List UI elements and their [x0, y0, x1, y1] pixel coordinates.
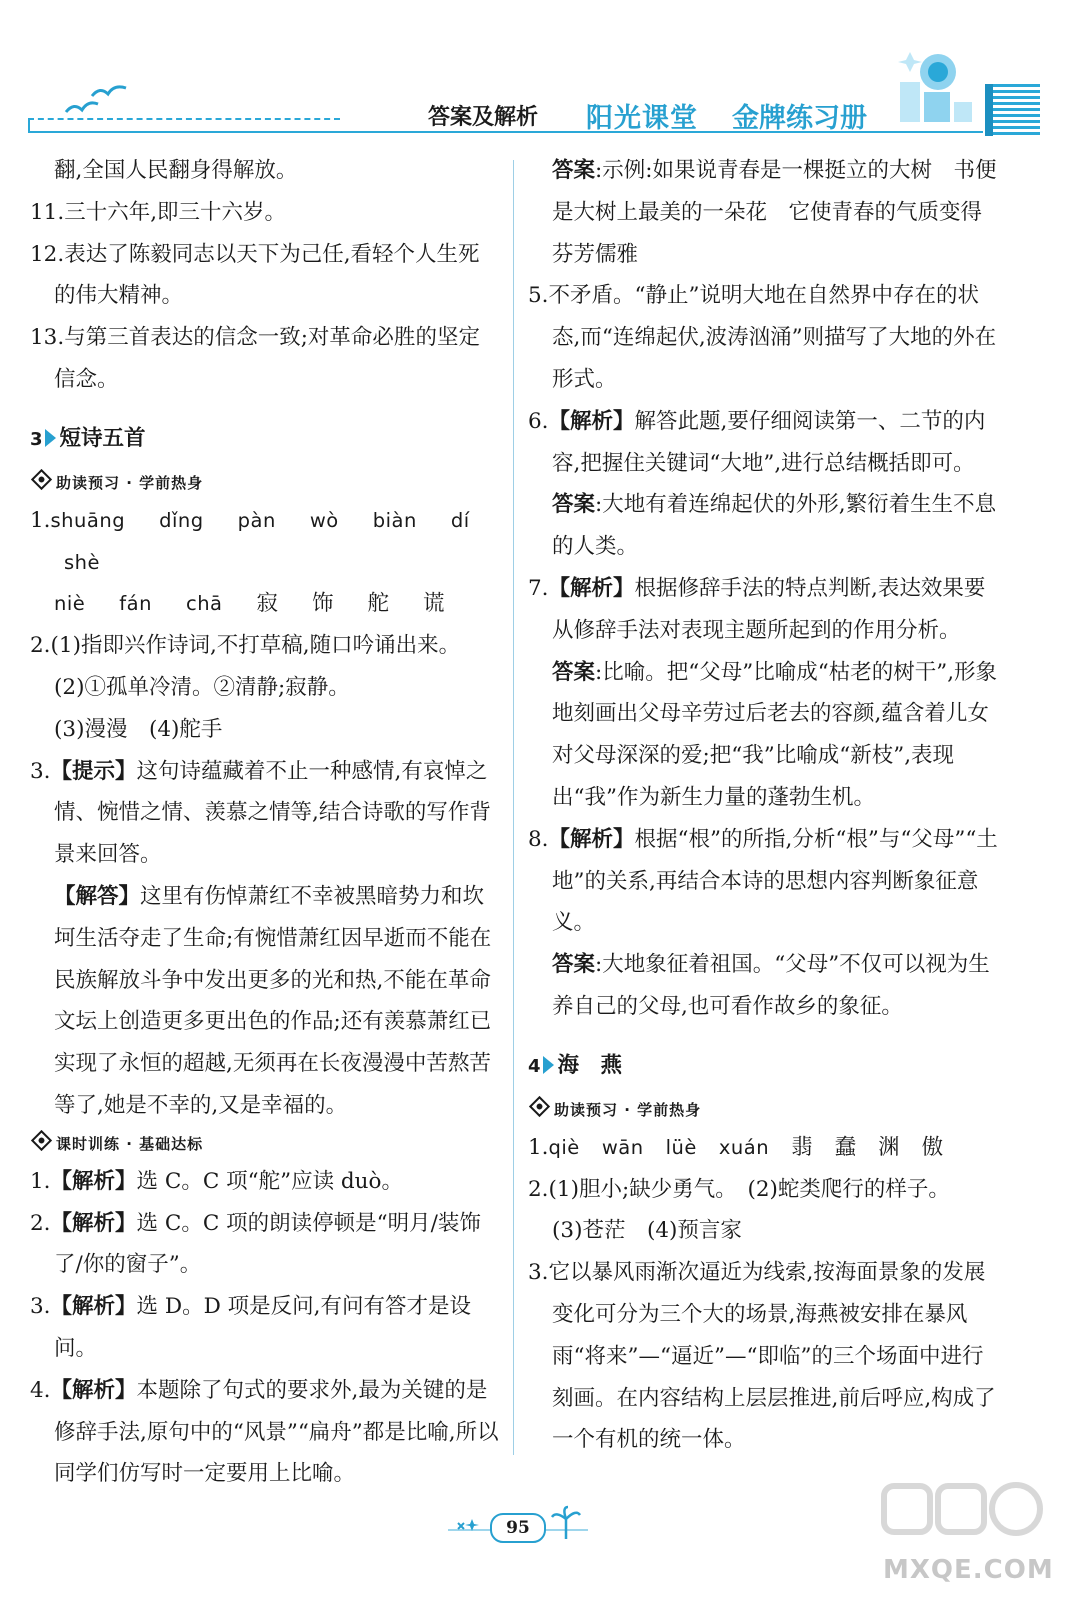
section-4-title [528, 1044, 1003, 1089]
answer-tag: 答案 [552, 952, 596, 978]
pinyin-item: qiè [548, 1135, 580, 1159]
text-line: 翻,全国人民翻身得解放。 [54, 158, 298, 183]
trophy-decoration-icon [880, 42, 980, 132]
page-number: 95 [490, 1513, 546, 1543]
training-1 [30, 1161, 500, 1203]
answer-7 [528, 568, 1003, 652]
analysis-tag: 【解析】 [548, 408, 635, 434]
answer-text: :大地象征着祖国。“父母”不仅可以视为生养自己的父母,也可看作故乡的象征。 [552, 952, 990, 1019]
birds-icon [64, 82, 134, 122]
answer-2a: 2.(1)指即兴作诗词,不打草稿,随口吟诵出来。 [30, 633, 461, 659]
analysis-text: 本题除了句式的要求外,最为关键的是修辞手法,原句中的“风景”“扁舟”都是比喻,所以同学们仿写时一定要用上比喻。 [54, 1377, 499, 1487]
item-number: 3. [30, 758, 51, 784]
subheading-training [30, 1127, 500, 1161]
section-title-text: 短诗五首 [59, 425, 146, 451]
char-item: 渊 [878, 1134, 900, 1160]
column-divider [513, 160, 514, 1455]
left-column [30, 150, 500, 1495]
item-number: 6. [528, 408, 549, 434]
answer-tag: 答案 [552, 659, 596, 685]
header-brand-sub: 金牌练习册 [732, 103, 867, 134]
item-number: 2. [30, 1210, 51, 1236]
analysis-tag: 【解析】 [50, 1377, 137, 1403]
section-number: 4 [528, 1055, 541, 1077]
char-item: 蠢 [834, 1134, 857, 1160]
answer-text: :比喻。把“父母”比喻成“枯老的树干”,形象地刻画出父母辛劳过后老去的容颜,蕴含着儿女对父母深深的爱;把“我”比喻成“新枝”,表现出“我”作为新生力量的蓬勃生机。 [552, 659, 998, 810]
answer-text: :大地有着连绵起伏的外形,繁衍着生生不息的人类。 [552, 492, 997, 560]
header-dashed-line [28, 118, 340, 132]
answer-6 [528, 401, 1003, 485]
char-item: 舵 [367, 591, 390, 617]
item-number: 7. [528, 575, 549, 601]
header-title: 答案及解析 [428, 105, 539, 130]
answer-5: 5.不矛盾。“静止”说明大地在自然界中存在的状态,而“连绵起伏,波涛汹涌”则描写了大地的外在形式。 [528, 283, 997, 392]
arrow-icon [543, 1056, 554, 1074]
hint-text: 这句诗蕴藏着不止一种感情,有哀悼之情、惋惜之情、羡慕之情等,结合诗歌的写作背景来回答。 [54, 758, 491, 868]
pinyin-item: shuāng [50, 508, 126, 532]
answer-4-example [528, 150, 1003, 275]
item-number: 4. [30, 1377, 51, 1403]
pinyin-answer-1 [30, 500, 500, 584]
answer-3-solution [30, 876, 500, 1127]
star-icon [454, 1515, 484, 1539]
section-number: 3 [30, 428, 43, 450]
analysis-text: 选 D。D 项是反问,有问有答才是设问。 [54, 1294, 472, 1361]
answer-2b: (2)①孤单冷清。②清静;寂静。 [54, 674, 350, 700]
analysis-text: 解答此题,要仔细阅读第一、二节的内容,把握住关键词“大地”,进行总结概括即可。 [552, 408, 986, 476]
answer-8 [528, 819, 1003, 944]
training-4 [30, 1370, 500, 1495]
analysis-tag: 【解析】 [548, 826, 635, 852]
subheading-text: 助读预习 · 学前热身 [554, 1100, 702, 1119]
answer-7-answer [528, 652, 1003, 819]
hint-tag: 【提示】 [50, 758, 137, 784]
pinyin-item: niè [54, 592, 86, 616]
training-2 [30, 1203, 500, 1287]
page-header [0, 0, 1073, 170]
answer-text: :示例:如果说青春是一棵挺立的大树 书便是大树上最美的一朵花 它使青春的气质变得芬芳儒雅 [552, 158, 997, 267]
header-stripe-block [985, 84, 1040, 136]
analysis-text: 根据“根”的所指,分析“根”与“父母”“土地”的关系,再结合本诗的思想内容判断象征意义。 [552, 826, 998, 936]
answer-11: 11.三十六年,即三十六岁。 [30, 199, 287, 225]
answer-3: 3.它以暴风雨渐次逼近为线索,按海面景象的发展变化可分为三个大的场景,海燕被安排在暴风雨“将来”—“逼近”—“即临”的三个场面中进行刻画。在内容结构上层层推进,前后呼应,构成了一个有机的统一体。 [528, 1260, 996, 1453]
diamond-icon [529, 1096, 550, 1117]
analysis-tag: 【解析】 [50, 1168, 137, 1194]
section-title-text: 海 燕 [557, 1052, 623, 1078]
char-item: 傲 [921, 1134, 944, 1160]
analysis-text: 选 C。C 项的朗读停顿是“明月/装饰了/你的窗子”。 [54, 1210, 481, 1278]
pinyin-item: wò [309, 508, 339, 532]
answer-2b: (3)苍茫 (4)预言家 [552, 1218, 742, 1244]
answer-tag: 答案 [552, 492, 596, 518]
answer-2c: (3)漫漫 (4)舵手 [54, 716, 223, 742]
answer-13: 13.与第三首表达的信念一致;对革命必胜的坚定信念。 [30, 325, 480, 392]
analysis-text: 根据修辞手法的特点判断,表达效果要从修辞手法对表现主题所起到的作用分析。 [552, 575, 986, 643]
char-item: 寂 [256, 591, 279, 617]
char-item: 翡 [791, 1134, 813, 1160]
subheading-text: 课时训练 · 基础达标 [56, 1134, 204, 1153]
training-3 [30, 1286, 500, 1370]
pinyin-item: dǐng [159, 508, 204, 532]
right-column [528, 150, 1003, 1461]
char-item: 谎 [423, 591, 445, 617]
item-number: 1. [528, 1134, 549, 1160]
pinyin-item: biàn [372, 508, 417, 532]
pinyin-item: chā [185, 592, 223, 616]
diamond-icon [31, 1130, 52, 1151]
subheading-text: 助读预习 · 学前热身 [56, 473, 204, 492]
pinyin-answer-1 [528, 1127, 1003, 1169]
pinyin-item: wān [601, 1135, 644, 1159]
pinyin-item: pàn [237, 508, 276, 532]
pinyin-item: xuán [718, 1135, 770, 1159]
arrow-icon [45, 429, 56, 447]
item-number: 8. [528, 826, 549, 852]
answer-2a: 2.(1)胆小;缺少勇气。 (2)蛇类爬行的样子。 [528, 1176, 950, 1202]
subheading-preview [30, 466, 500, 500]
pinyin-item: shè [64, 550, 101, 574]
watermark-text: MXQE.COM [883, 1555, 1054, 1585]
item-number: 3. [30, 1294, 51, 1320]
analysis-text: 选 C。C 项“舵”应读 duò。 [136, 1168, 403, 1194]
section-3-title [30, 417, 500, 462]
solution-tag: 【解答】 [54, 883, 141, 909]
solution-text: 这里有伤悼萧红不幸被黑暗势力和坎坷生活夺走了生命;有惋惜萧红因早逝而不能在民族解放斗争中发出更多的光和热,不能在革命文坛上创造更多更出色的作品;还有羡慕萧红已实现了永恒的超越,无须再在长夜漫漫中苦熬苦等了,她是不幸的,又是幸福的。 [54, 883, 492, 1118]
pinyin-item: lüè [665, 1135, 697, 1159]
item-number: 1. [30, 507, 51, 533]
analysis-tag: 【解析】 [50, 1294, 137, 1320]
char-item: 饰 [312, 591, 334, 617]
answer-tag: 答案 [552, 158, 596, 183]
answer-6-answer [528, 484, 1003, 568]
pinyin-item: dí [450, 508, 470, 532]
answer-8-answer [528, 944, 1003, 1028]
answer-12: 12.表达了陈毅同志以天下为己任,看轻个人生死的伟大精神。 [30, 241, 480, 309]
analysis-tag: 【解析】 [548, 575, 635, 601]
analysis-tag: 【解析】 [50, 1210, 137, 1236]
header-brand: 阳光课堂 [586, 103, 698, 134]
palm-icon [548, 1505, 584, 1541]
header-stripe-bar [985, 84, 993, 136]
diamond-icon [31, 469, 52, 490]
pinyin-item: fán [119, 592, 152, 616]
answer-3 [30, 751, 500, 876]
subheading-preview [528, 1093, 1003, 1127]
pinyin-answer-1-line-2 [30, 583, 500, 625]
page-footer [448, 1505, 588, 1545]
item-number: 1. [30, 1168, 51, 1194]
